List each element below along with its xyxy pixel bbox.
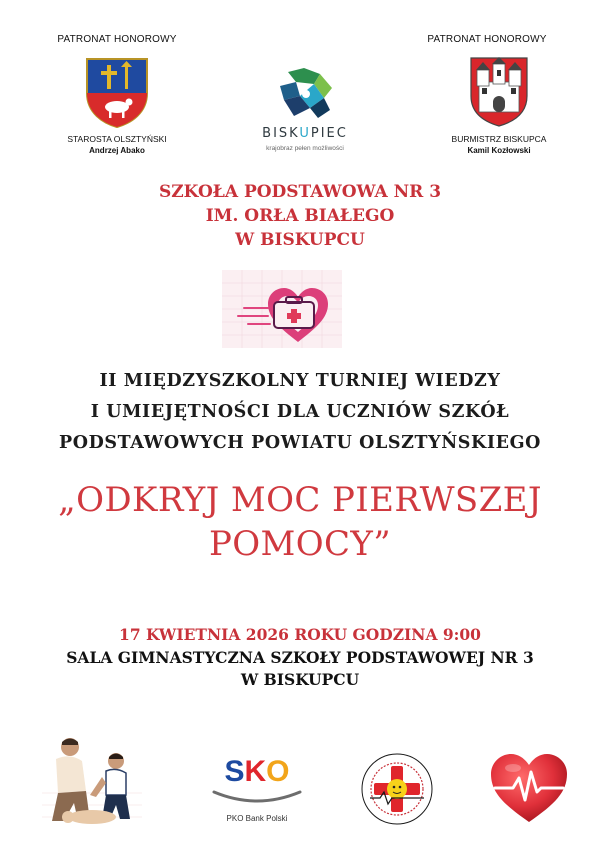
tournament-line-3: PODSTAWOWYCH POWIATU OLSZTYŃSKIEGO: [59, 433, 541, 453]
motto-line-2: POMOCY”: [208, 524, 392, 564]
motto-line-1: „ODKRYJ MOC PIERWSZEJ: [58, 480, 542, 520]
biskupiec-logo-icon: [274, 64, 336, 120]
sko-swoosh-icon: [210, 788, 304, 804]
event-place: [0, 647, 600, 691]
pko-caption: PKO Bank Polski: [226, 814, 288, 823]
sko-letter-o: O: [266, 755, 290, 788]
sko-logo-icon: [212, 755, 302, 789]
event-place-line-2: W BISKUPCU: [240, 670, 360, 689]
school-name: [0, 180, 600, 252]
patron-left-title: STAROSTA OLSZTYŃSKI: [67, 134, 167, 144]
tournament-line-2: I UMIEJĘTNOŚCI DLA UCZNIÓW SZKÓŁ: [90, 402, 510, 422]
biskupiec-word-end: PIEC: [310, 126, 348, 141]
patron-right-person: Kamil Kozłowski: [467, 146, 531, 155]
heartbeat-heart-icon: [489, 752, 569, 824]
patron-left-name: [32, 134, 202, 156]
motto: [0, 478, 600, 566]
sko-letter-s: S: [224, 755, 245, 788]
school-line-2: IM. ORŁA BIAŁEGO: [205, 206, 395, 226]
tournament-line-1: II MIĘDZYSZKOLNY TURNIEJ WIEDZY: [99, 371, 501, 391]
event-place-line-1: SALA GIMNASTYCZNA SZKOŁY PODSTAWOWEJ NR 3: [66, 648, 534, 667]
patron-left-label: PATRONAT HONOROWY: [57, 34, 177, 45]
biskupiec-word-start: BISK: [262, 126, 300, 141]
patron-right-title: BURMISTRZ BISKUPCA: [451, 134, 547, 144]
event-date: 17 KWIETNIA 2026 ROKU GODZINA 9:00: [119, 625, 481, 644]
school-line-1: SZKOŁA PODSTAWOWA NR 3: [158, 182, 442, 202]
biskupiec-word-u: U: [299, 126, 311, 141]
first-aid-heart-icon: [222, 270, 342, 348]
tournament-title: [0, 366, 600, 459]
biskupiec-wordmark: [235, 126, 375, 141]
patron-right-name: [414, 134, 584, 156]
sko-letter-k: K: [244, 755, 267, 788]
school-line-3: W BISKUPCU: [235, 230, 365, 250]
patron-left-person: Andrzej Abako: [89, 146, 145, 155]
patron-right-label: PATRONAT HONOROWY: [427, 34, 547, 45]
starosta-coat-of-arms-icon: [85, 57, 149, 129]
cpr-illustration-icon: [42, 733, 142, 829]
biskupiec-tagline: krajobraz pełen możliwości: [266, 145, 344, 152]
medical-association-badge-icon: [360, 752, 434, 826]
biskupiec-coat-of-arms-icon: [469, 56, 529, 128]
